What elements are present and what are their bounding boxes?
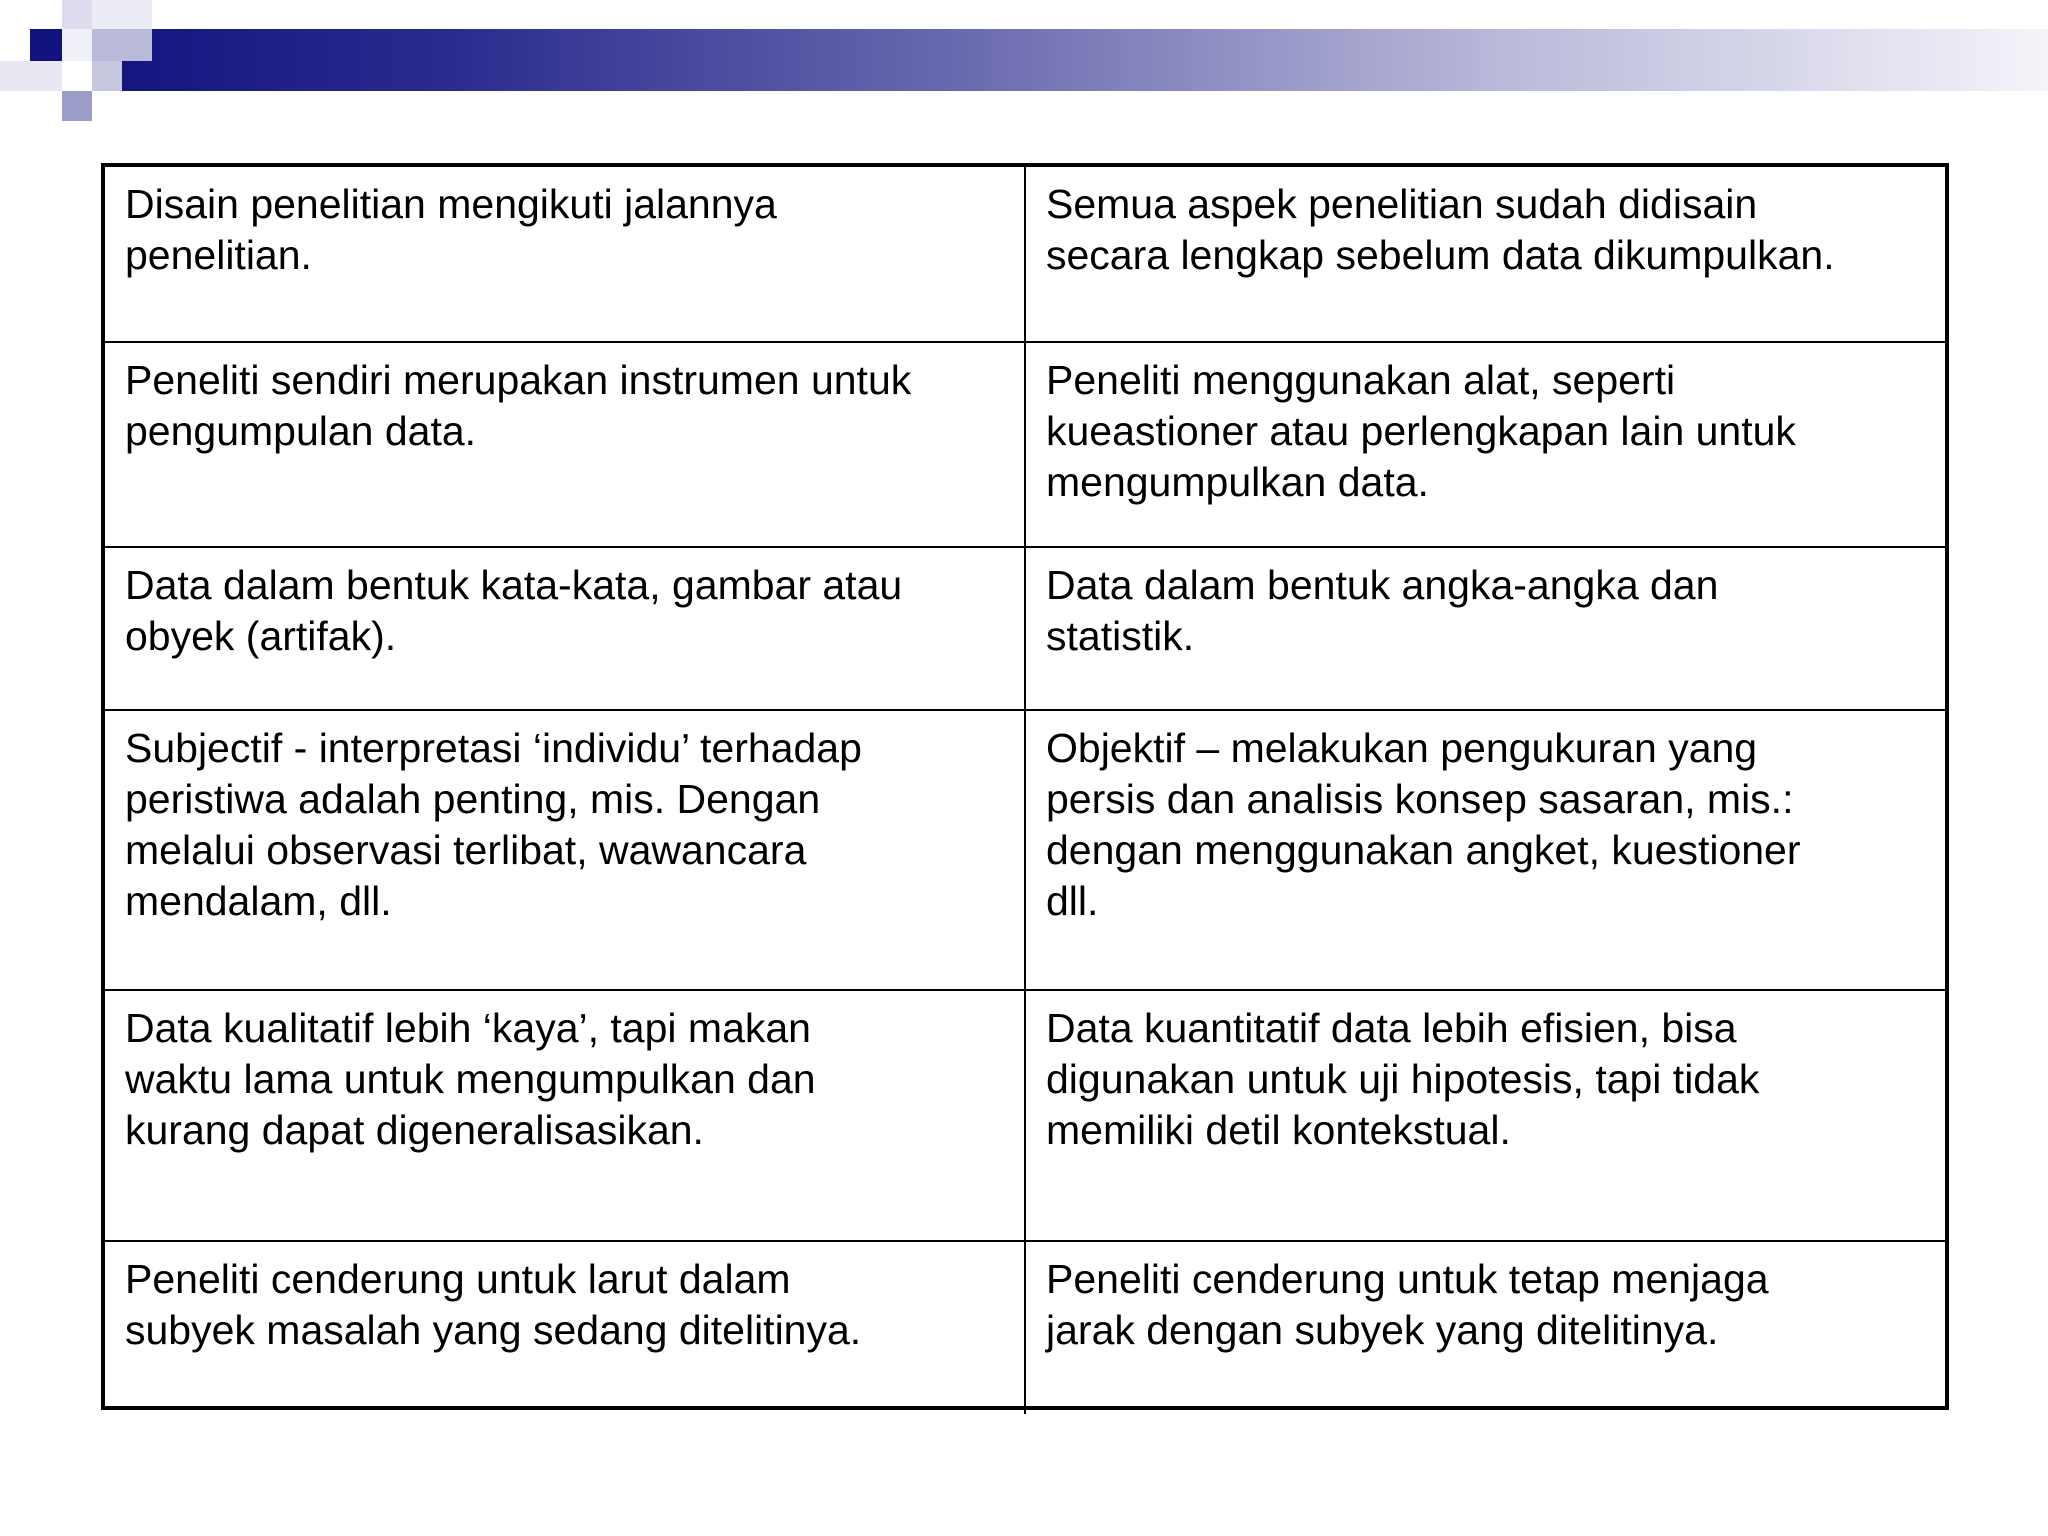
- table-cell-right: Peneliti cenderung untuk tetap menjaga jarak dengan subyek yang ditelitinya.: [1025, 1241, 1945, 1414]
- header-decor-square: [92, 0, 152, 29]
- comparison-table-grid: [105, 167, 1945, 1414]
- table-cell-right: Semua aspek penelitian sudah didisain secara lengkap sebelum data dikumpulkan.: [1025, 167, 1945, 342]
- table-row: [105, 547, 1945, 710]
- table-cell-left: Disain penelitian mengikuti jalannya penelitian.: [105, 167, 1025, 342]
- table-cell-left: Data kualitatif lebih ‘kaya’, tapi makan waktu lama untuk mengumpulkan dan kurang dapat digeneralisasikan.: [105, 990, 1025, 1241]
- header-decor-square: [62, 61, 92, 91]
- table-cell-left: Data dalam bentuk kata-kata, gambar atau obyek (artifak).: [105, 547, 1025, 710]
- table-row: [105, 167, 1945, 342]
- table-cell-left: Peneliti cenderung untuk larut dalam subyek masalah yang sedang ditelitinya.: [105, 1241, 1025, 1414]
- table-row: [105, 990, 1945, 1241]
- table-row: [105, 710, 1945, 990]
- header-decor-square: [92, 29, 152, 61]
- header-gradient-bar: [90, 29, 2048, 91]
- table-cell-left: Subjectif - interpretasi ‘individu’ terhadap peristiwa adalah penting, mis. Dengan melalui observasi terlibat, wawancara mendalam, dll.: [105, 710, 1025, 990]
- header-decor-square: [62, 29, 92, 61]
- header-decor-square: [92, 61, 122, 91]
- table-cell-right: Data kuantitatif data lebih efisien, bisa digunakan untuk uji hipotesis, tapi tidak memiliki detil kontekstual.: [1025, 990, 1945, 1241]
- header-decor-square: [62, 91, 92, 121]
- table-cell-right: Objektif – melakukan pengukuran yang persis dan analisis konsep sasaran, mis.: dengan menggunakan angket, kuestioner dll.: [1025, 710, 1945, 990]
- header-decor-square: [30, 29, 62, 61]
- table-cell-right: Peneliti menggunakan alat, seperti kueastioner atau perlengkapan lain untuk mengumpulkan data.: [1025, 342, 1945, 547]
- table-cell-right: Data dalam bentuk angka-angka dan statistik.: [1025, 547, 1945, 710]
- comparison-table: [101, 163, 1949, 1410]
- header-decor-square: [62, 0, 92, 29]
- table-row: [105, 342, 1945, 547]
- header-decor-square: [0, 61, 62, 91]
- table-row: [105, 1241, 1945, 1414]
- table-cell-left: Peneliti sendiri merupakan instrumen untuk pengumpulan data.: [105, 342, 1025, 547]
